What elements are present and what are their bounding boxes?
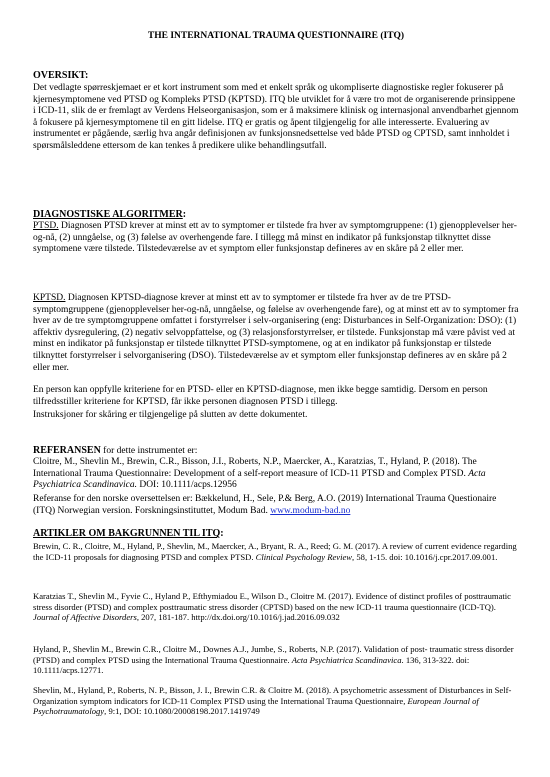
reference-citation-main: Cloitre, M., Shevlin M., Brewin, C.R., Bisson, J.I., Roberts, N.P., Maercker, A., Karatzias, T., Hyland, P. (2018). The International Trauma Questionnaire: Development of a self-report measure of ICD-11 PTSD and Complex PTSD. [33, 457, 477, 479]
reference-citation [33, 457, 519, 492]
ptsd-text: Diagnosen PTSD krever at minst ett av to symptomer er tilstede fra hver av symptomgruppene: (1) gjenopplevelser her-og-nå, (2) unngåelse, og (3) følelse av overhengende fare. I tillegg må minst en indikator på funksjonstap tilknyttet disse symptomene være tilstede. Tilstedeværelse av et symptom eller funksjonstap defineres av en skåre på 2 eller mer. [33, 221, 517, 255]
norwegian-reference-text: Referanse for den norske oversettelsen er: Bækkelund, H., Sele, P.& Berg, A.O. (2019) International Trauma Questionaire (ITQ) Norwegian version. Forskningsinstituttet, Modum Bad. [33, 494, 497, 516]
article-item-journal: Clinical Psychology Review [255, 551, 353, 562]
article-item-journal: European Journal of Psychotraumatology [33, 695, 479, 717]
article-item-tail: . 136, 313-322. doi: 10.1111/acps.12771. [33, 654, 470, 676]
article-item-tail: , 207, 181-187. http://dx.doi.org/10.1016/j.jad.2016.09.032 [136, 612, 340, 623]
ptsd-paragraph [33, 221, 519, 256]
reference-heading-line [33, 445, 519, 458]
reference-citation-doi: DOI: 10.1111/acps.12956 [136, 480, 237, 491]
kptsd-label: KPTSD. [33, 293, 66, 303]
modum-bad-link[interactable]: www.modum-bad.no [270, 505, 351, 516]
article-item [33, 591, 519, 623]
ptsd-label: PTSD. [33, 221, 59, 231]
norwegian-reference [33, 494, 519, 517]
reference-citation-journal: Acta Psychiatrica Scandinavica. [33, 468, 486, 491]
reference-heading: REFERANSEN [33, 445, 101, 456]
algorithms-heading-text: DIAGNOSTISKE ALGORITMER [33, 209, 183, 220]
algorithms-heading-colon: : [182, 209, 187, 220]
article-item-tail: , 58, 1-15. doi: 10.1016/j.cpr.2017.09.001. [352, 551, 498, 562]
articles-heading [33, 528, 224, 539]
article-item-tail: , 9:1, DOI: 10.1080/20008198.2017.1419749 [104, 706, 260, 717]
page-title: THE INTERNATIONAL TRAUMA QUESTIONNAIRE (ITQ) [147, 31, 405, 41]
article-item-journal: Journal of Affective Disorders [33, 612, 137, 623]
kptsd-text: Diagnosen KPTSD-diagnose krever at minst ett av to symptomer er tilstede fra hver av de tre PTSD-symptomgruppene (gjenopplevelser her-og-nå, unngåelse, og følelse av overhengende fare), og at minst ett av to symptomer fra hver av de tre symptomgruppene omfattet i forstyrrelser i selv-organisering (eng: Disturbances in Self-Organization: DSO): (1) affektiv dysregulering, (2) negativ selvoppfattelse, og (3) relasjonsforstyrrelser, er tilstede. Funksjonstap må være påvist ved at minst en indikator på funksjonstap er tilstede tilknyttet PTSD-symptomene, og at en indikator på funksjonstap er tilstede tilknyttet forstyrrelser i selvorganisering (DSO). Tilstedeværelse av et symptom eller funksjonstap defineres av en skåre på 2 eller mer. [33, 293, 519, 373]
algorithms-heading [33, 209, 186, 220]
instructions-paragraph: Instruksjoner for skåring er tilgjengelige på slutten av dette dokumentet. [33, 410, 308, 420]
article-item [33, 541, 519, 562]
article-item [33, 644, 519, 676]
kptsd-paragraph [33, 293, 519, 374]
reference-heading-rest: for dette instrumentet er: [100, 446, 198, 456]
article-item-main: Shevlin, M., Hyland, P., Roberts, N. P., Bisson, J. I., Brewin C.R. & Cloitre M. (2018). A psychometric assessment of Disturbances in Self-Organization symptom indicators for ICD-11 Complex PTSD using the International Trauma Questionnaire, [33, 685, 512, 706]
articles-heading-text: ARTIKLER OM BAKGRUNNEN TIL ITQ [33, 528, 221, 539]
article-item-main: Hyland, P., Shevlin M., Brewin C.R., Cloitre M., Downes A.J., Jumbe, S., Roberts, N.P. (2017). Validation of post- traumatic stress disorder (PTSD) and complex PTSD using the International Trauma Questionnaire. [33, 644, 514, 665]
either-diagnosis-paragraph: En person kan oppfylle kriteriene for en PTSD- eller en KPTSD-diagnose, men ikke begge samtidig. Dersom en person tilfredsstiller kriteriene for KPTSD, får ikke personen diagnosen PTSD i tillegg. [33, 385, 488, 407]
article-item [33, 685, 519, 717]
overview-heading: OVERSIKT: [33, 70, 89, 81]
article-item-journal: Acta Psychiatrica Scandinavica [291, 654, 402, 665]
article-item-main: Brewin, C. R., Cloitre, M., Hyland, P., Shevlin, M., Maercker, A., Bryant, R. A., Reed; G. M. (2017). A review of current evidence regarding the ICD-11 proposals for diagnosing PTSD and complex PTSD. [33, 541, 517, 562]
overview-paragraph: Det vedlagte spørreskjemaet er et kort instrument som med et enkelt språk og ukompliserte diagnostiske regler fokuserer på kjernesymptomene ved PTSD og Kompleks PTSD (KPTSD). ITQ ble utviklet for å være tro mot de organiserende prinsippene i ICD-11, slik de er fremlagt av Verdens Helseorganisasjon, som er å maksimere klinisk og internasjonal anvendbarhet gjennom å fokusere på kjernesymptomene til en gitt lidelse. ITQ er gratis og åpent tilgjengelig for alle interesserte. Evaluering av instrumentet er pågående, særlig hva angår definisjonen av funksjonsnedsettelse ved både PTSD og CPTSD, samt innholdet i spørsmålsleddene ettersom de kan tenkes å predikere ulike behandlingsutfall. [33, 83, 519, 151]
article-item-main: Karatzias T., Shevlin M., Fyvie C., Hyland P., Efthymiadou E., Wilson D., Cloitre M. (2017). Evidence of distinct profiles of posttraumatic stress disorder (PTSD) and complex posttraumatic stress disorder (CPTSD) based on the new ICD-11 trauma questionnaire (ICD-TQ). [33, 591, 511, 612]
articles-heading-colon: : [220, 528, 224, 539]
